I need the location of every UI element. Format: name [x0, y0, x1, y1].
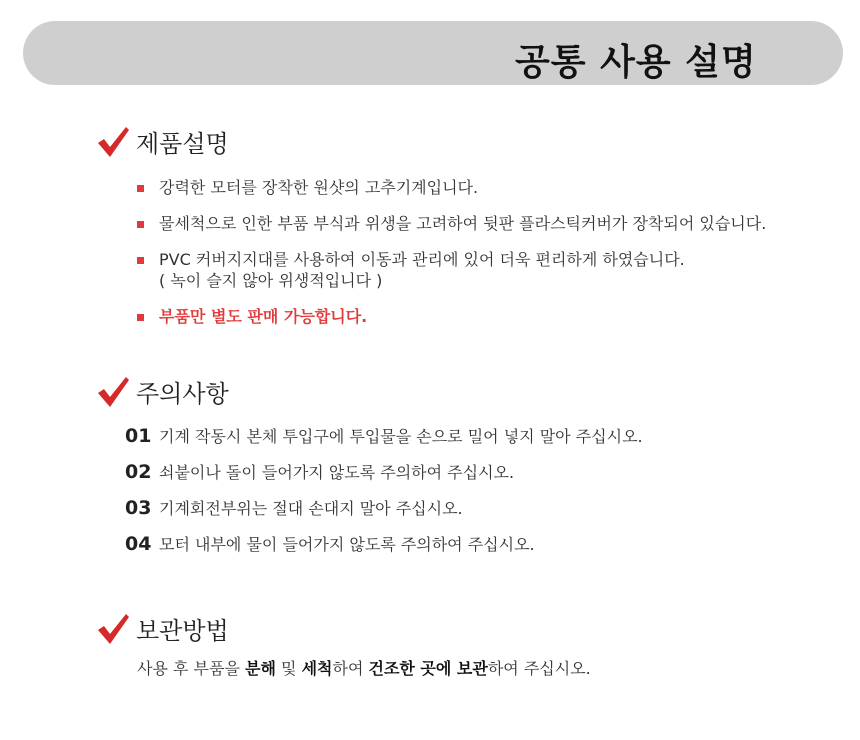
bullet-marker	[137, 257, 144, 264]
list-item-text: 기계 작동시 본체 투입구에 투입물을 손으로 밀어 넣지 말아 주십시오.	[159, 427, 643, 446]
storage-text-part: 사용 후 부품을	[137, 659, 245, 678]
list-item-highlight	[137, 306, 766, 327]
item-number: 03	[125, 497, 152, 519]
storage-emphasis: 건조한 곳에 보관	[368, 659, 488, 678]
page-title: 공통 사용 설명	[515, 42, 757, 83]
bullet-marker	[137, 221, 144, 228]
list-item	[137, 177, 766, 198]
section-storage-heading	[96, 611, 229, 646]
storage-instruction	[137, 656, 591, 679]
list-item-text: 쇠붙이나 돌이 들어가지 않도록 주의하여 주십시오.	[159, 463, 515, 482]
check-icon	[96, 125, 130, 159]
list-item-subtext: ( 녹이 슬지 않아 위생적입니다 )	[159, 271, 383, 290]
section-storage-title: 보관방법	[136, 617, 229, 645]
section-caution-title: 주의사항	[136, 380, 229, 408]
list-item-text: 부품만 별도 판매 가능합니다.	[159, 307, 368, 326]
storage-text-part: 및	[275, 659, 302, 678]
storage-emphasis: 분해	[245, 659, 276, 678]
caution-list	[125, 424, 643, 568]
list-item-text: PVC 커버지지대를 사용하여 이동과 관리에 있어 더욱 편리하게 하였습니다.	[159, 250, 685, 269]
bullet-marker	[137, 314, 144, 321]
check-icon	[96, 612, 130, 646]
check-icon	[96, 375, 130, 409]
list-item	[125, 496, 643, 532]
list-item	[125, 532, 643, 568]
list-item-text: 강력한 모터를 장착한 원샷의 고추기계입니다.	[159, 178, 479, 197]
storage-emphasis: 세척	[301, 659, 333, 678]
list-item-text: 기계회전부위는 절대 손대지 말아 주십시오.	[159, 499, 463, 518]
list-item-text: 물세척으로 인한 부품 부식과 위생을 고려하여 뒷판 플라스틱커버가 장착되어 있습니다.	[159, 214, 767, 233]
product-list	[137, 177, 766, 327]
list-item-text: 모터 내부에 물이 들어가지 않도록 주의하여 주십시오.	[159, 535, 535, 554]
storage-text-part: 하여 주십시오.	[487, 659, 591, 678]
list-item	[125, 460, 643, 496]
list-item	[125, 424, 643, 460]
item-number: 04	[125, 533, 152, 555]
section-caution-heading	[96, 374, 229, 409]
list-item	[137, 213, 766, 234]
section-product-title: 제품설명	[136, 130, 229, 158]
storage-text-part: 하여	[332, 659, 369, 678]
section-product-heading	[96, 124, 229, 159]
item-number: 01	[125, 425, 152, 447]
list-item	[137, 249, 766, 291]
bullet-marker	[137, 185, 144, 192]
item-number: 02	[125, 461, 152, 483]
